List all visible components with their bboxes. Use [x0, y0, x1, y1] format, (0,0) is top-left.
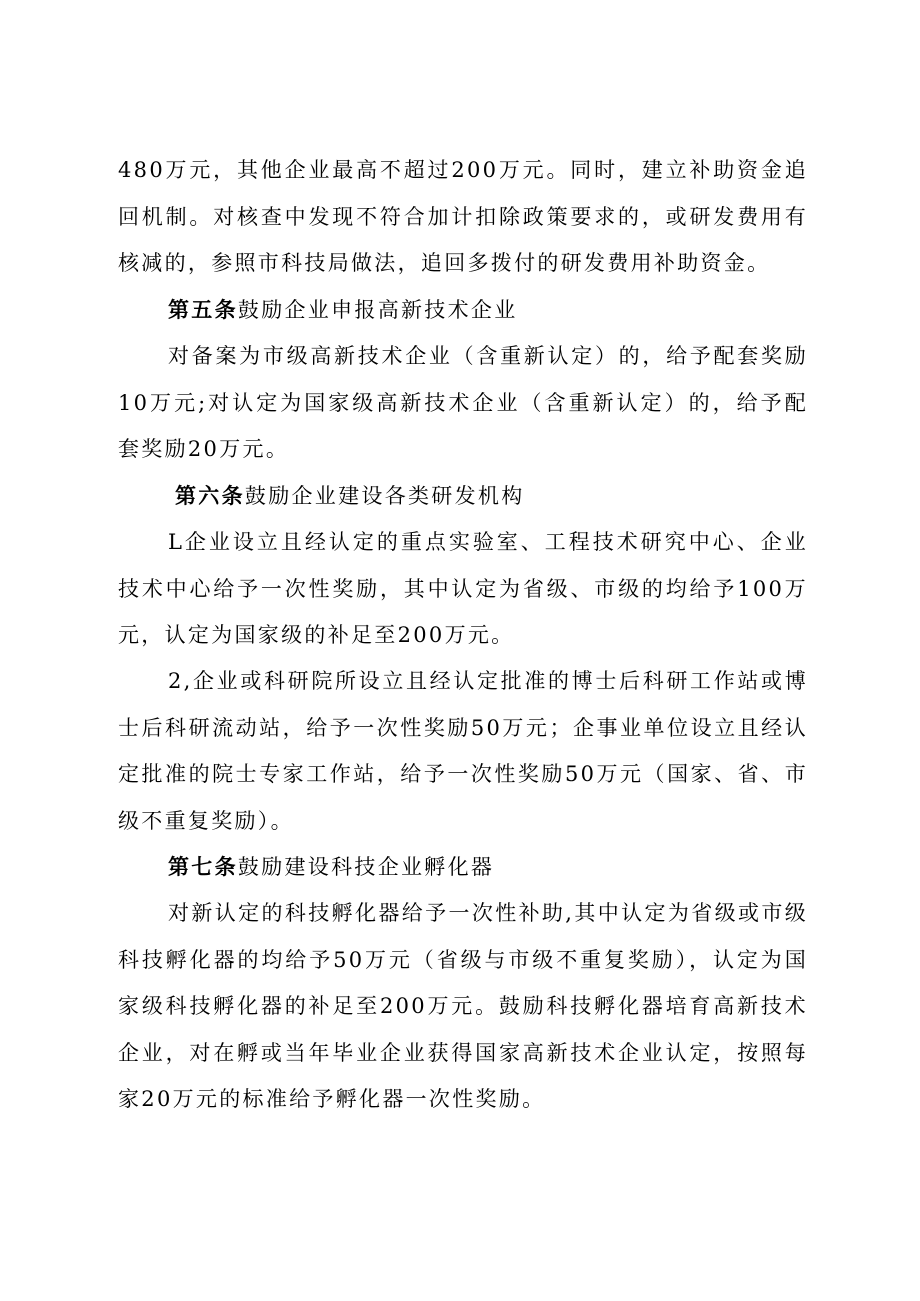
article-6-heading: [175, 473, 808, 520]
article-7-label: 第七条: [168, 854, 238, 879]
article-7-title: 鼓励建设科技企业孵化器: [237, 855, 495, 879]
article-7-heading: [168, 844, 808, 891]
paragraph-postdoc-stations: 2,企业或科研院所设立且经认定批准的博士后科研工作站或博士后科研流动站，给予一次性奖励50万元；企事业单位设立且经认定批准的院士专家工作站，给予一次性奖励50万元（国家、省、市级不重复奖励）。: [118, 669, 808, 833]
paragraph-incubators: 对新认定的科技孵化器给予一次性补助,其中认定为省级或市级科技孵化器的均给予50万元（省级与市级不重复奖励），认定为国家级科技孵化器的补足至200万元。鼓励科技孵化器培育高新技术企业，对在孵或当年毕业企业获得国家高新技术企业认定，按照每家20万元的标准给予孵化器一次性奖励。: [118, 901, 808, 1111]
paragraph-rd-institutions: L企业设立且经认定的重点实验室、工程技术研究中心、企业技术中心给予一次性奖励，其中认定为省级、市级的均给予100万元，认定为国家级的补足至200万元。: [118, 530, 808, 647]
article-5-heading: [168, 287, 808, 334]
article-6-label: 第六条: [175, 483, 245, 508]
paragraph-high-tech-reward: 对备案为市级高新技术企业（含重新认定）的，给予配套奖励10万元;对认定为国家级高新技术企业（含重新认定）的，给予配套奖励20万元。: [118, 344, 808, 461]
article-5-label: 第五条: [168, 297, 238, 322]
article-6-title: 鼓励企业建设各类研发机构: [244, 484, 525, 508]
paragraph-subsidy-clawback: 480万元，其他企业最高不超过200万元。同时，建立补助资金追回机制。对核查中发现不符合加计扣除政策要求的，或研发费用有核减的，参照市科技局做法，追回多拨付的研发费用补助资金。: [118, 158, 808, 275]
article-5-title: 鼓励企业申报高新技术企业: [237, 298, 518, 322]
